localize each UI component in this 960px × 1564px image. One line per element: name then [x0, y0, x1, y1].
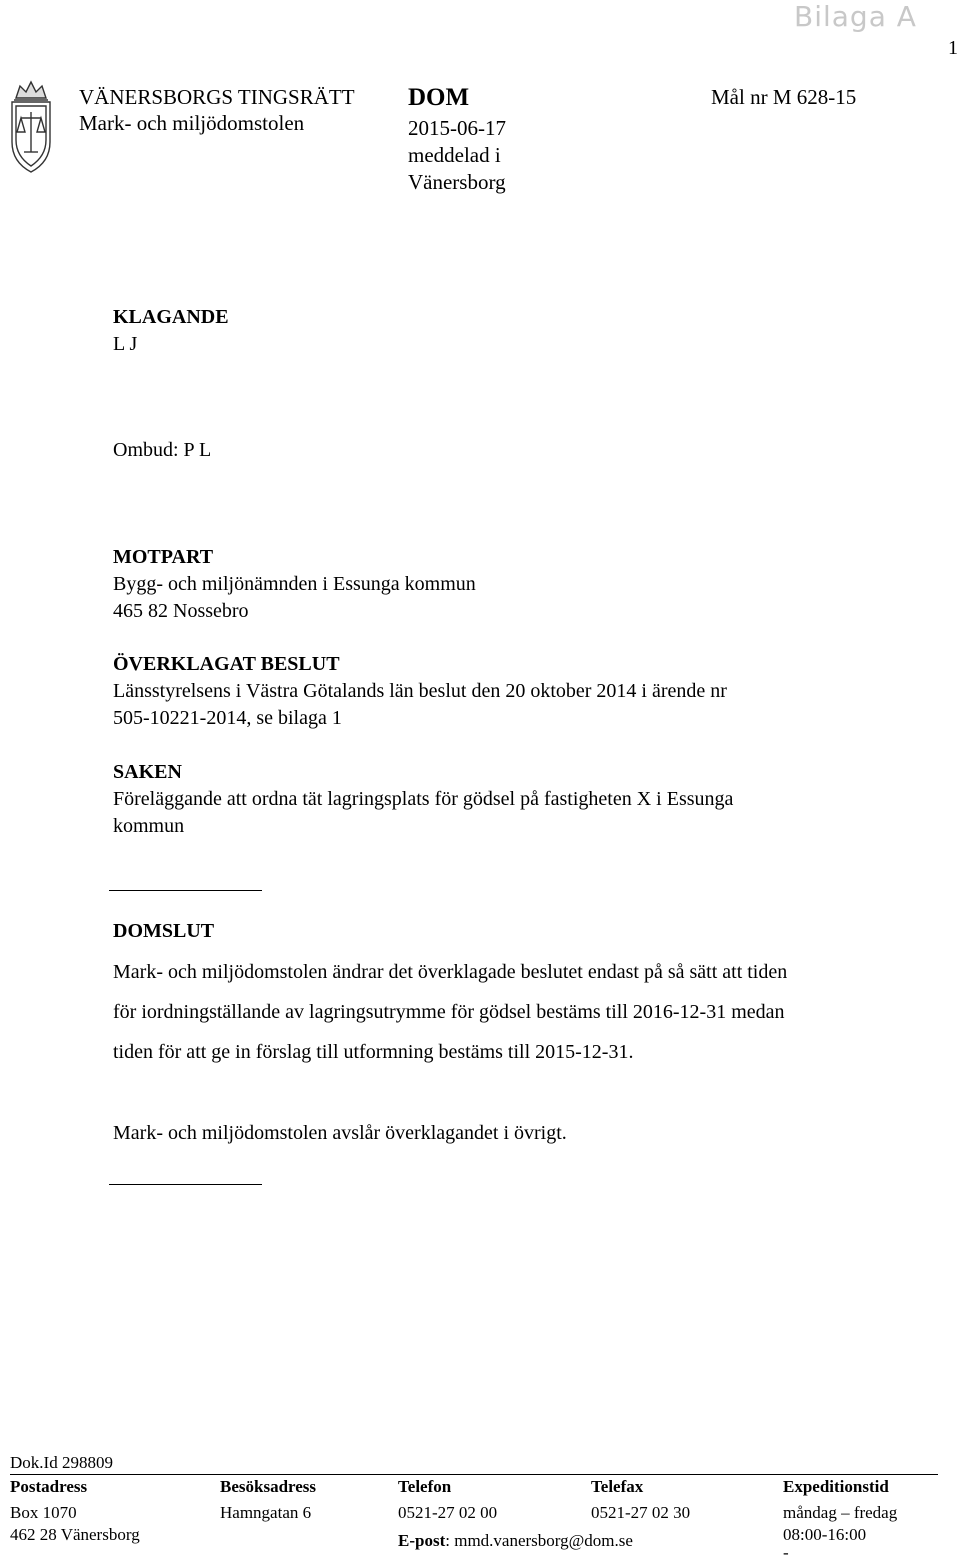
- case-number: Mål nr M 628-15: [711, 85, 857, 109]
- court-division: Mark- och miljödomstolen: [79, 111, 305, 135]
- footer-phone-number: 0521-27 02 00: [398, 1503, 498, 1522]
- matter-line: Föreläggande att ordna tät lagringsplats för gödsel på fastigheten X i Essunga: [113, 788, 734, 810]
- verdict-line: tiden för att ge in förslag till utformning bestäms till 2015-12-31.: [113, 1041, 634, 1063]
- verdict-heading: DOMSLUT: [113, 920, 215, 942]
- footer-fax-number: 0521-27 02 30: [591, 1503, 691, 1522]
- footer-divider: [10, 1474, 938, 1475]
- footer-email-link[interactable]: mmd.vanersborg@dom.se: [454, 1531, 633, 1550]
- respondent-address: 465 82 Nossebro: [113, 600, 249, 622]
- footer-hours-time: 08:00-16:00: [783, 1525, 867, 1544]
- appealed-decision-line: Länsstyrelsens i Västra Götalands län beslut den 20 oktober 2014 i ärende nr: [113, 680, 727, 702]
- appealed-decision-heading: ÖVERKLAGAT BESLUT: [113, 653, 340, 675]
- footer-visit-label: Besöksadress: [220, 1477, 317, 1496]
- footer-hours-dash: -: [783, 1543, 789, 1562]
- appealed-decision-line: 505-10221-2014, se bilaga 1: [113, 707, 342, 729]
- section-divider: [109, 1184, 262, 1185]
- footer-fax-label: Telefax: [591, 1477, 644, 1496]
- watermark-bilaga: Bilaga A: [794, 0, 917, 33]
- footer-hours-label: Expeditionstid: [783, 1477, 889, 1496]
- footer-postal-line: 462 28 Vänersborg: [10, 1525, 140, 1544]
- document-type: DOM: [408, 84, 470, 111]
- footer-email-separator: :: [445, 1531, 455, 1550]
- footer-postal-line: Box 1070: [10, 1503, 77, 1522]
- appellant-heading: KLAGANDE: [113, 306, 229, 328]
- appealed-decision-section: [113, 651, 913, 732]
- footer-visit-line: Hamngatan 6: [220, 1503, 312, 1522]
- appellant-section: [113, 304, 913, 358]
- verdict-rejection: Mark- och miljödomstolen avslår överklagandet i övrigt.: [113, 1122, 567, 1144]
- verdict-body: [113, 952, 923, 1072]
- matter-line: kommun: [113, 815, 185, 837]
- verdict-line: för iordningställande av lagringsutrymme för gödsel bestäms till 2016-12-31 medan: [113, 1001, 785, 1023]
- matter-heading: SAKEN: [113, 761, 182, 783]
- respondent-name: Bygg- och miljönämnden i Essunga kommun: [113, 573, 476, 595]
- respondent-section: [113, 544, 913, 625]
- footer-phone-label: Telefon: [398, 1477, 452, 1496]
- document-id: Dok.Id 298809: [10, 1453, 113, 1472]
- footer-postal-label: Postadress: [10, 1477, 88, 1496]
- document-date: 2015-06-17: [408, 116, 506, 140]
- section-divider: [109, 890, 262, 891]
- respondent-heading: MOTPART: [113, 546, 214, 568]
- footer-email-row: [398, 1530, 633, 1552]
- footer-hours-days: måndag – fredag: [783, 1503, 898, 1522]
- issued-place: Vänersborg: [408, 170, 506, 194]
- footer-email-label: E-post: [398, 1531, 446, 1550]
- verdict-line: Mark- och miljödomstolen ändrar det överklagade beslutet endast på så sätt att tiden: [113, 961, 788, 983]
- court-name: VÄNERSBORGS TINGSRÄTT: [79, 85, 355, 109]
- issued-label: meddelad i: [408, 143, 501, 167]
- matter-section: [113, 759, 913, 840]
- appellant-name: L J: [113, 333, 138, 355]
- page-number: 1: [948, 37, 958, 59]
- counsel-line: Ombud: P L: [113, 439, 212, 461]
- court-crest-icon: [2, 80, 60, 176]
